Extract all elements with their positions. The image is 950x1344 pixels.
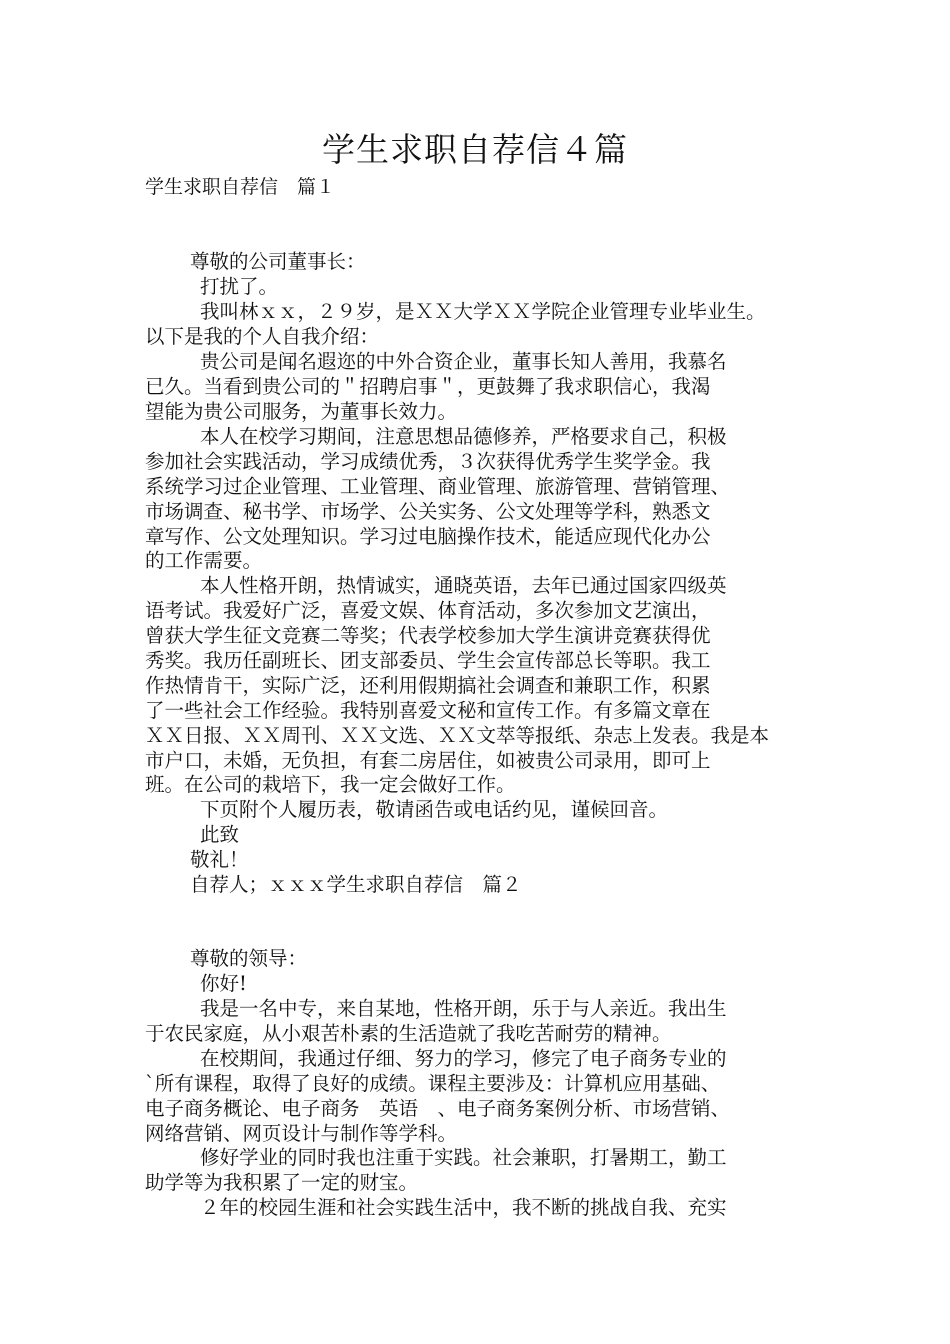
letter-1-line: 参加社会实践活动，学习成绩优秀，３次获得优秀学生奖学金。我 bbox=[145, 450, 711, 473]
letter-1-line: 的工作需要。 bbox=[145, 549, 263, 572]
letter-1-line: 语考试。我爱好广泛，喜爱文娱、体育活动，多次参加文艺演出， bbox=[145, 599, 711, 622]
letter-1-line: 打扰了。 bbox=[200, 275, 279, 298]
letter-1-line: 本人性格开朗，热情诚实，通晓英语，去年已通过国家四级英 bbox=[200, 574, 727, 597]
letter-1-line: 班。在公司的栽培下，我一定会做好工作。 bbox=[145, 773, 516, 796]
letter-1-line: 敬礼！ bbox=[190, 848, 249, 871]
letter-1-line: ＸＸ日报、ＸＸ周刊、ＸＸ文选、ＸＸ文萃等报纸、杂志上发表。我是本 bbox=[145, 724, 770, 747]
document-title: 学生求职自荐信４篇 bbox=[322, 130, 628, 169]
letter-2-line: 助学等为我积累了一定的财宝。 bbox=[145, 1171, 419, 1194]
letter-2-line: 网络营销、网页设计与制作等学科。 bbox=[145, 1122, 458, 1145]
letter-1-line: 我叫林ｘｘ，２９岁，是ＸＸ大学ＸＸ学院企业管理专业毕业生。 bbox=[200, 300, 766, 323]
letter-1-line: 此致 bbox=[200, 823, 240, 846]
letter-2-line: `所有课程，取得了良好的成绩。课程主要涉及：计算机应用基础、 bbox=[145, 1072, 721, 1095]
letter-2-salutation: 尊敬的领导： bbox=[190, 947, 308, 970]
letter-1-line: 章写作、公文处理知识。学习过电脑操作技术，能适应现代化办公 bbox=[145, 525, 711, 548]
letter-1-line: 市场调查、秘书学、市场学、公关实务、公文处理等学科，熟悉文 bbox=[145, 500, 711, 523]
letter-2-line: 在校期间，我通过仔细、努力的学习，修完了电子商务专业的 bbox=[200, 1047, 727, 1070]
letter-2-line: 你好! bbox=[200, 972, 247, 995]
letter-1-line: 市户口，未婚，无负担，有套二房居住，如被贵公司录用，即可上 bbox=[145, 749, 711, 772]
letter-1-line: 了一些社会工作经验。我特别喜爱文秘和宣传工作。有多篇文章在 bbox=[145, 699, 711, 722]
letter-2-line: 我是一名中专，来自某地，性格开朗，乐于与人亲近。我出生 bbox=[200, 997, 727, 1020]
letter-1-line: 贵公司是闻名遐迩的中外合资企业，董事长知人善用，我慕名 bbox=[200, 350, 727, 373]
letter-2-line: 于农民家庭，从小艰苦朴素的生活造就了我吃苦耐劳的精神。 bbox=[145, 1022, 672, 1045]
letter-1-line: 曾获大学生征文竞赛二等奖；代表学校参加大学生演讲竞赛获得优 bbox=[145, 624, 711, 647]
letter-1-salutation: 尊敬的公司董事长： bbox=[190, 250, 366, 273]
letter-1-line: 系统学习过企业管理、工业管理、商业管理、旅游管理、营销管理、 bbox=[145, 475, 731, 498]
letter-1-line: 秀奖。我历任副班长、团支部委员、学生会宣传部总长等职。我工 bbox=[145, 649, 711, 672]
letter-2-line: 电子商务概论、电子商务 英语 、电子商务案例分析、市场营销、 bbox=[145, 1097, 731, 1120]
letter-1-line: 望能为贵公司服务，为董事长效力。 bbox=[145, 400, 458, 423]
letter-1-line: 已久。当看到贵公司的＂招聘启事＂，更鼓舞了我求职信心，我渴 bbox=[145, 375, 711, 398]
letter-1-line: 以下是我的个人自我介绍： bbox=[145, 325, 380, 348]
letter-1-line: 自荐人；ｘｘｘ学生求职自荐信 篇２ bbox=[190, 873, 522, 896]
letter-1-line: 下页附个人履历表，敬请函告或电话约见，谨候回音。 bbox=[200, 798, 669, 821]
letter-1-line: 本人在校学习期间，注意思想品德修养，严格要求自己，积极 bbox=[200, 425, 727, 448]
letter-2-line: ２年的校园生涯和社会实践生活中，我不断的挑战自我、充实 bbox=[200, 1196, 727, 1219]
letter-1-line: 作热情肯干，实际广泛，还利用假期搞社会调查和兼职工作，积累 bbox=[145, 674, 711, 697]
letter-2-line: 修好学业的同时我也注重于实践。社会兼职，打暑期工，勤工 bbox=[200, 1146, 727, 1169]
letter-1-heading: 学生求职自荐信 篇１ bbox=[145, 176, 336, 198]
